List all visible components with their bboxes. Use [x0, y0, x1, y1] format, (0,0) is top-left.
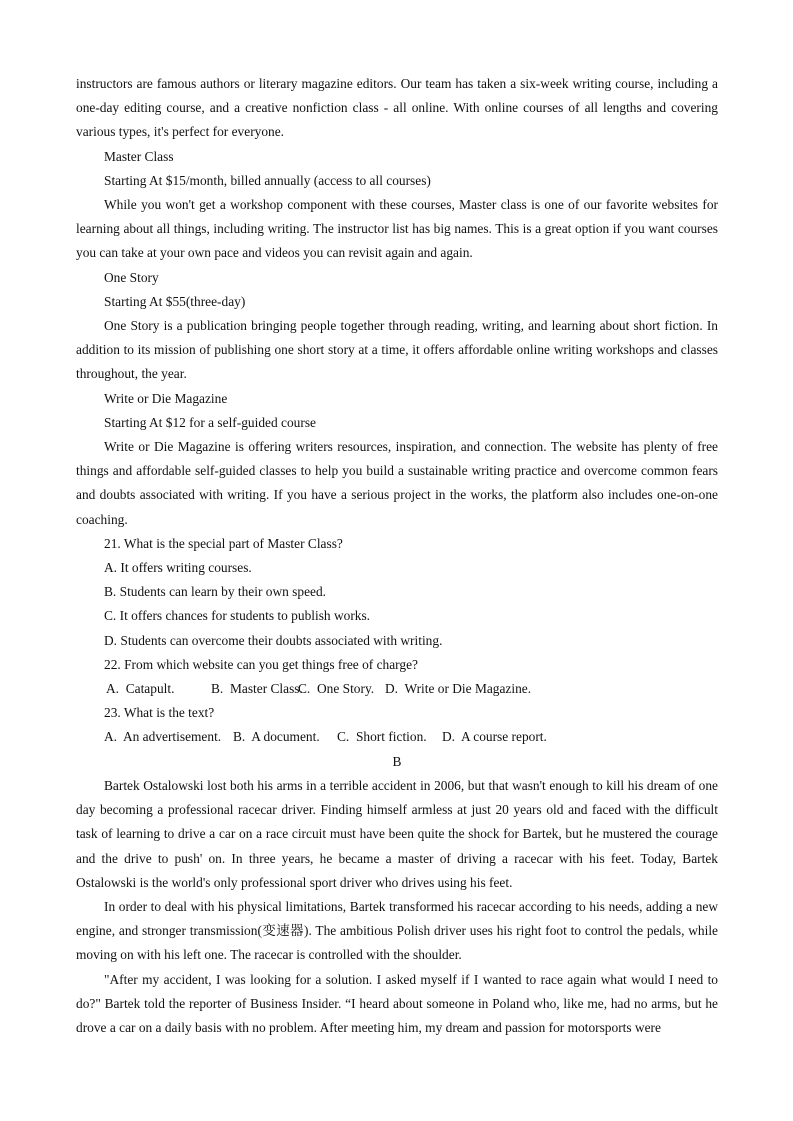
site-price-write-or-die: Starting At $12 for a self-guided course: [104, 414, 316, 430]
site-price-one-story: Starting At $55(three-day): [104, 293, 246, 309]
document-body: [76, 72, 718, 1040]
question-22-stem: 22. From which website can you get things free of charge?: [104, 656, 418, 672]
question-23-option-b: B. A document.: [233, 729, 320, 745]
question-21-stem: 21. What is the special part of Master Class?: [104, 535, 343, 551]
site-price-master-class: Starting At $15/month, billed annually (access to all courses): [104, 172, 431, 188]
question-23-stem: 23. What is the text?: [104, 705, 215, 721]
site-name-master-class: Master Class: [104, 148, 174, 164]
site-description-one-story: One Story is a publication bringing people together through reading, writing, and learning about short fiction. In addition to its mission of publishing one short story at a time, it offers affordable online writing workshops and classes throughout, the year.: [76, 318, 718, 382]
question-23-option-d: D. A course report.: [442, 729, 547, 745]
question-22-option-a: A. Catapult.: [106, 681, 175, 697]
question-22-option-c: C. One Story.: [298, 681, 375, 697]
passage-b-paragraph-3: "After my accident, I was looking for a solution. I asked myself if I wanted to race again what would I need to do?" Bartek told the reporter of Business Insider. “I heard about someone in Poland who, like me, had no arms, but he drove a car on a daily basis with no problem. After meeting him, my dream and passion for motorsports were: [76, 971, 718, 1035]
site-description-master-class: While you won't get a workshop component with these courses, Master class is one of our favorite websites for learning about all things, including writing. The instructor list has big names. This is a great option if you want courses you can take at your own pace and videos you can revisit again and again.: [76, 197, 718, 261]
site-name-one-story: One Story: [104, 269, 159, 285]
section-heading-b: B: [392, 753, 402, 769]
question-22-options: [76, 677, 718, 701]
question-21-option-b: B. Students can learn by their own speed.: [104, 584, 327, 600]
question-23-option-a: A. An advertisement.: [104, 729, 222, 745]
passage-b-paragraph-1: Bartek Ostalowski lost both his arms in a terrible accident in 2006, but that wasn't enough to kill his dream of one day becoming a professional racecar driver. Finding himself armless at just 20 years old and faced with the difficult task of learning to drive a car on a race circuit must have been quite the shock for Bartek, but he mustered the courage and the drive to push' on. In three years, he became a master of driving a racecar with his feet. Today, Bartek Ostalowski is the world's only professional sport driver who drives using his feet.: [76, 777, 718, 890]
site-description-write-or-die: Write or Die Magazine is offering writers resources, inspiration, and connection. The website has plenty of free things and affordable self-guided classes to help you build a sustainable writing practice and overcome common fears and doubts associated with writing. If you have a serious project in the works, the platform also includes one-on-one coaching.: [76, 439, 718, 527]
question-21-option-c: C. It offers chances for students to publish works.: [104, 608, 371, 624]
site-name-write-or-die: Write or Die Magazine: [104, 390, 228, 406]
intro-paragraph: instructors are famous authors or literary magazine editors. Our team has taken a six-week writing course, including a one-day editing course, and a creative nonfiction class - all online. With online courses of all lengths and covering various types, it's perfect for everyone.: [76, 76, 718, 140]
question-23-options: [76, 725, 718, 749]
question-23-option-c: C. Short fiction.: [337, 729, 427, 745]
passage-b-paragraph-2: In order to deal with his physical limitations, Bartek transformed his racecar according to his needs, adding a new engine, and stronger transmission(变速器). The ambitious Polish driver uses his right foot to control the pedals, while moving on with his left one. The racecar is controlled with the shoulder.: [76, 898, 718, 963]
question-21-option-a: A. It offers writing courses.: [104, 560, 252, 576]
question-22-option-d: D. Write or Die Magazine.: [385, 681, 532, 697]
question-22-option-b: B. Master Class.: [211, 681, 303, 697]
question-21-option-d: D. Students can overcome their doubts associated with writing.: [104, 632, 443, 648]
